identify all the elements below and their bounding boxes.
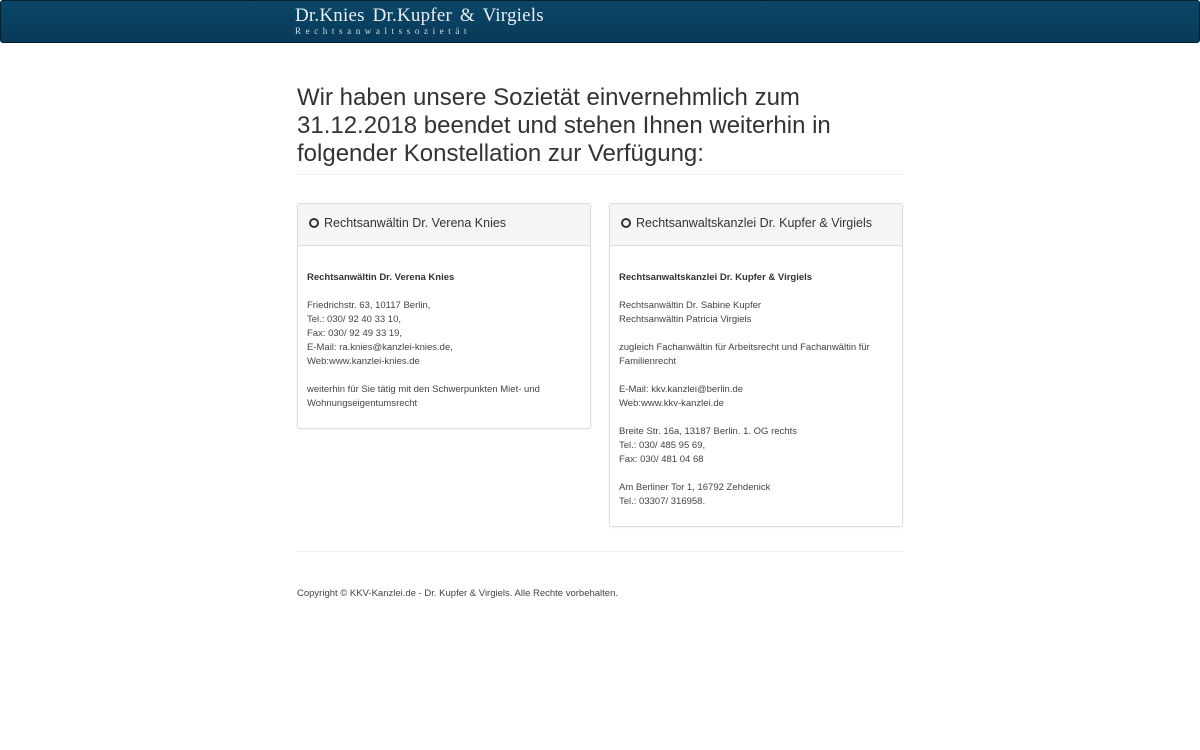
panels [297, 203, 903, 543]
info-line: Breite Str. 16a, 13187 Berlin. 1. OG rechts [619, 426, 797, 437]
copyright-text: Copyright © KKV-Kanzlei.de - Dr. Kupfer & Virgiels. Alle Rechte vorbehalten. [297, 588, 619, 599]
logo-title: Dr.Knies Dr.Kupfer & Virgiels [295, 5, 544, 26]
logo-subtitle: Rechtsanwaltssozietät [295, 26, 472, 36]
panel-name: Rechtsanwältin Dr. Verena Knies [307, 272, 455, 283]
info-line: Tel.: 03307/ 316958. [619, 496, 706, 507]
info-line: zugleich Fachanwältin für Arbeitsrecht und Fachanwältin für Familienrecht [619, 342, 870, 367]
info-line: Tel.: 030/ 92 40 33 10, [307, 314, 402, 325]
panel-heading [298, 204, 590, 246]
info-line: Rechtsanwältin Dr. Sabine Kupfer [619, 300, 762, 311]
info-block [619, 383, 893, 411]
info-line: Fax: 030/ 481 04 68 [619, 454, 704, 465]
main-content [297, 84, 903, 543]
footer [297, 551, 903, 599]
info-block [619, 481, 893, 509]
page-heading: Wir haben unsere Sozietät einvernehmlich zum 31.12.2018 beendet und stehen Ihnen weiterhin in folgender Konstellation zur Verfügung: [297, 84, 903, 175]
panel-heading [610, 204, 902, 246]
info-block [619, 299, 893, 327]
panel-title: Rechtsanwältin Dr. Verena Knies [324, 216, 507, 230]
info-block [619, 425, 893, 467]
info-block [307, 299, 581, 369]
info-line: Am Berliner Tor 1, 16792 Zehdenick [619, 482, 771, 493]
info-line: Fax: 030/ 92 49 33 19, [307, 328, 403, 339]
info-line: Rechtsanwältin Patricia Virgiels [619, 314, 752, 325]
info-line: Tel.: 030/ 485 95 69, [619, 440, 706, 451]
panel-title: Rechtsanwaltskanzlei Dr. Kupfer & Virgiels [636, 216, 872, 230]
info-line: weiterhin für Sie tätig mit den Schwerpunkten Miet- und Wohnungseigentumsrecht [307, 384, 540, 409]
info-line: E-Mail: kkv.kanzlei@berlin.de [619, 384, 744, 395]
panel-knies [297, 203, 591, 429]
top-navbar [0, 0, 1200, 43]
info-block [307, 383, 581, 411]
panel-body [298, 246, 590, 428]
panel-body [610, 246, 902, 526]
info-line: Web:www.kkv-kanzlei.de [619, 398, 724, 409]
info-block [619, 341, 893, 369]
info-line: E-Mail: ra.knies@kanzlei-knies.de, [307, 342, 453, 353]
panel-name: Rechtsanwaltskanzlei Dr. Kupfer & Virgiels [619, 272, 813, 283]
info-line: Friedrichstr. 63, 10117 Berlin, [307, 300, 431, 311]
panel-kupfer-virgiels [609, 203, 903, 527]
compass-icon [621, 218, 631, 228]
info-line: Web:www.kanzlei-knies.de [307, 356, 420, 367]
logo[interactable] [295, 5, 544, 36]
compass-icon [309, 218, 319, 228]
